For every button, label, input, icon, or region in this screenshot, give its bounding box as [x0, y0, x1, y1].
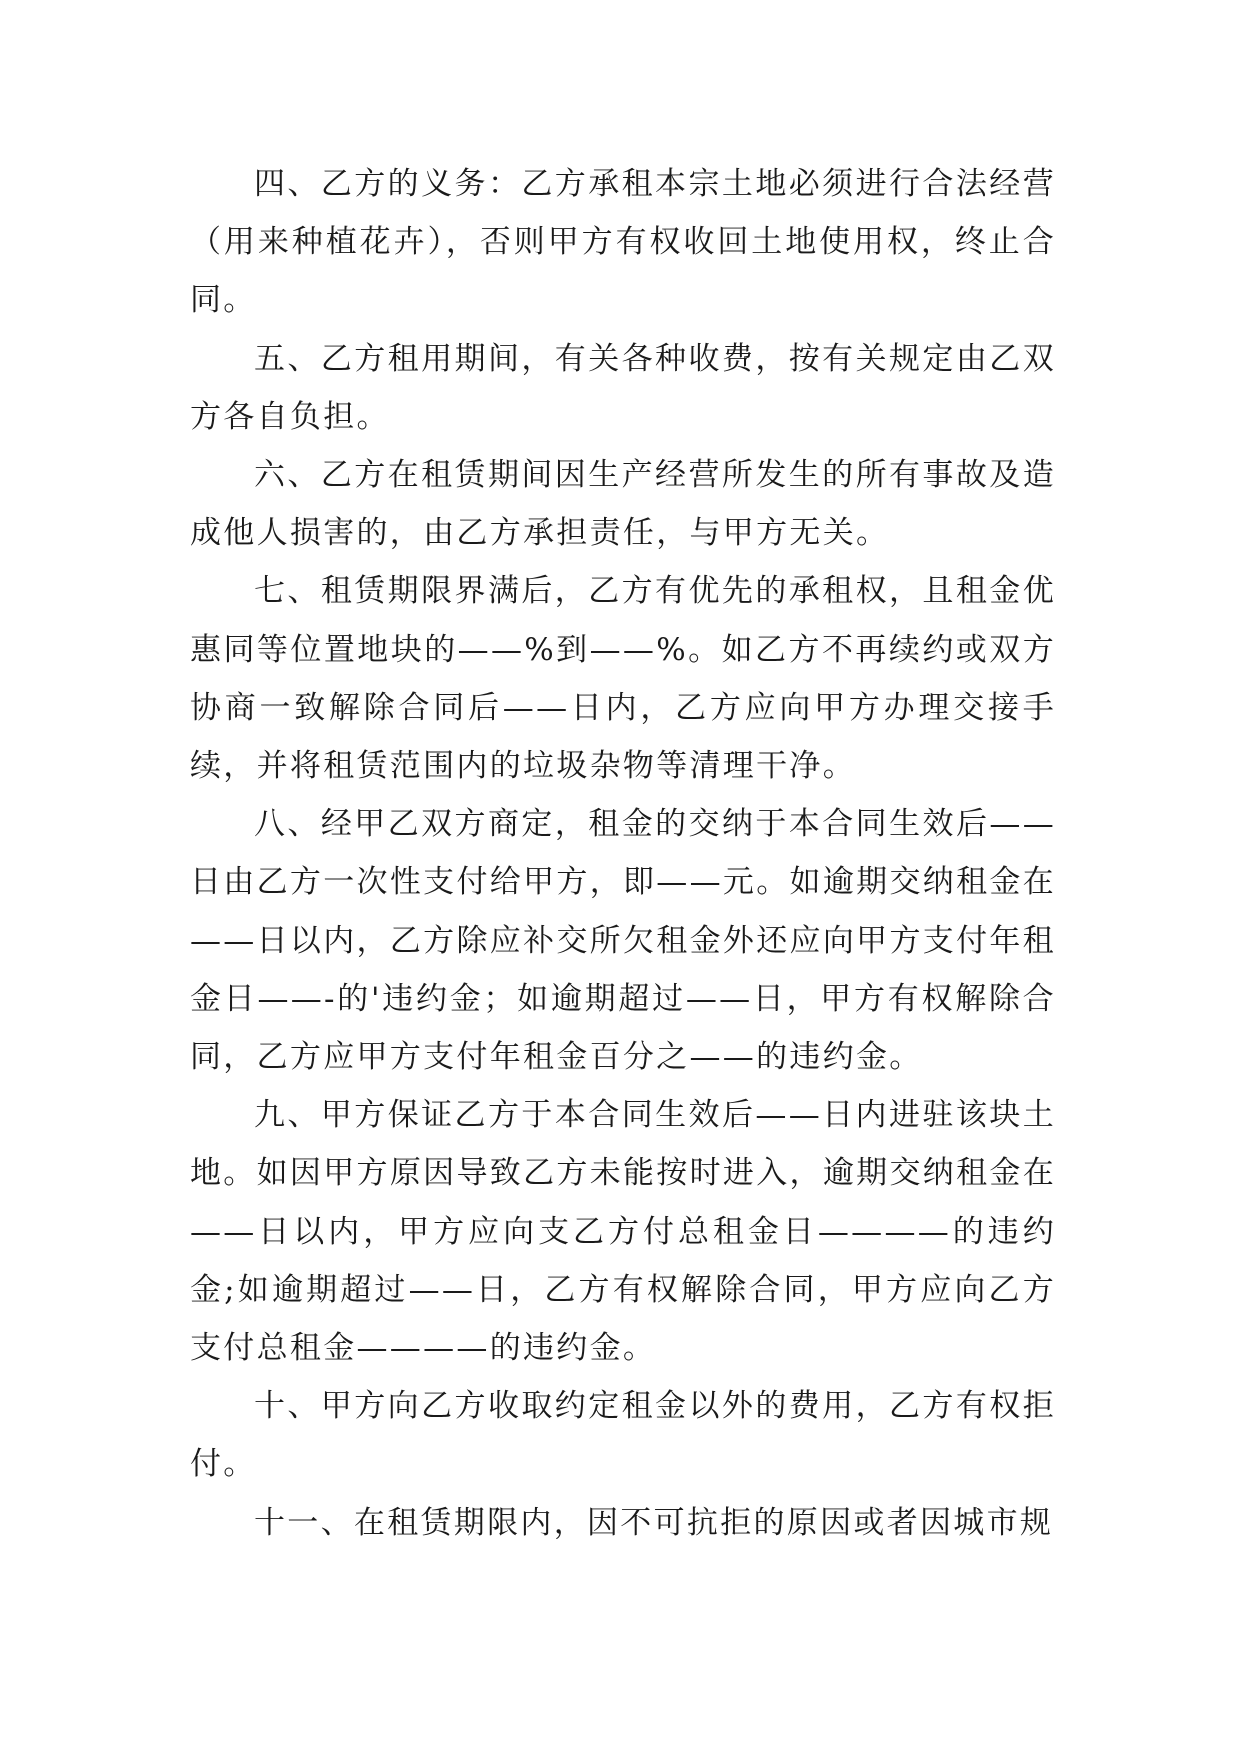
clause-11-paragraph: 十一、在租赁期限内，因不可抗拒的原因或者因城市规	[254, 1504, 1054, 1541]
clause-7-paragraph: 七、租赁期限界满后，乙方有优先的承租权，且租金优惠同等位置地块的——%到——%。如乙方不再续约或双方协商一致解除合同后——日内，乙方应向甲方办理交接手续，并将租赁范围内的垃圾杂物等清理干净。	[190, 573, 1056, 785]
clause-6-paragraph: 六、乙方在租赁期间因生产经营所发生的所有事故及造成他人损害的，由乙方承担责任，与甲方无关。	[190, 457, 1056, 552]
clause-8-paragraph: 八、经甲乙双方商定，租金的交纳于本合同生效后——日由乙方一次性支付给甲方，即——元。如逾期交纳租金在——日以内，乙方除应补交所欠租金外还应向甲方支付年租金日——-的'违约金；如逾期超过——日，甲方有权解除合同，乙方应甲方支付年租金百分之——的违约金。	[190, 806, 1056, 1076]
clause-9-paragraph: 九、甲方保证乙方于本合同生效后——日内进驻该块土地。如因甲方原因导致乙方未能按时进入，逾期交纳租金在——日以内，甲方应向支乙方付总租金日————的违约金;如逾期超过——日，乙方有权解除合同，甲方应向乙方支付总租金————的违约金。	[190, 1097, 1056, 1367]
document-body	[190, 155, 1056, 1552]
clause-4-paragraph: 四、乙方的义务：乙方承租本宗土地必须进行合法经营（用来种植花卉），否则甲方有权收回土地使用权，终止合同。	[190, 166, 1056, 319]
clause-10-paragraph: 十、甲方向乙方收取约定租金以外的费用，乙方有权拒付。	[190, 1388, 1056, 1483]
clause-5-paragraph: 五、乙方租用期间，有关各种收费，按有关规定由乙双方各自负担。	[190, 340, 1056, 435]
